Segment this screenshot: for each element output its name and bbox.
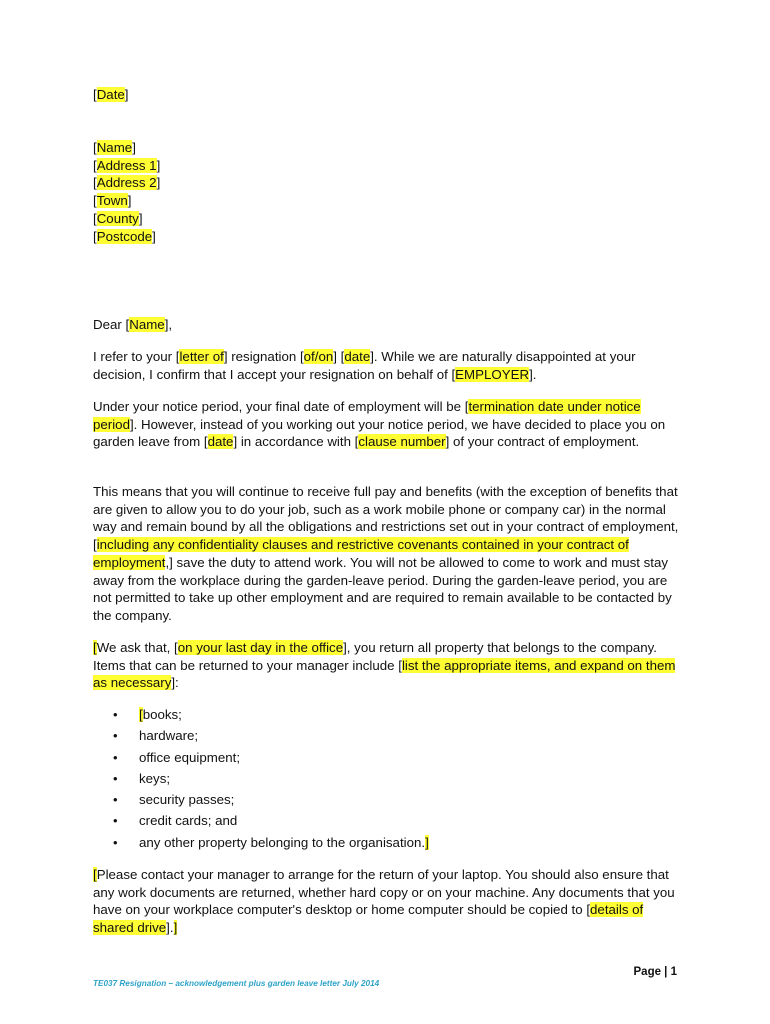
recipient-address: [Name] [Address 1] [Address 2] [Town] [County] [Postcode]	[93, 140, 161, 244]
list-item: • any other property belonging to the organisation.]	[93, 832, 429, 853]
address-county: County	[96, 210, 139, 226]
address-line-2: Address 2	[96, 175, 157, 191]
list-item: • credit cards; and	[93, 810, 429, 831]
date-line: [Date]	[93, 87, 129, 102]
property-list	[93, 704, 429, 853]
address-line-1: Address 1	[96, 157, 157, 173]
list-item: • keys;	[93, 768, 429, 789]
paragraph-resignation: I refer to your [letter of] resignation [of/on] [date]. While we are naturally disappointed at your decision, I confirm that I accept your resignation on behalf of [EMPLOYER].	[93, 349, 636, 382]
paragraph-garden-leave: This means that you will continue to receive full pay and benefits (with the exception of benefits that are given to allow you to do your job, such as a work mobile phone or company car) in the normal way and remain bound by all the obligations and restrictions set out in your contract of employment, [including any confidentiality clauses and restrictive covenants contained in your contract of employment,] save the duty to attend work. You will not be allowed to come to work and must stay away from the workplace during the garden-leave period. During the garden-leave period, you are not permitted to take up other employment and are required to remain available to be contacted by the company.	[93, 484, 679, 623]
footer-reference: TE037 Resignation – acknowledgement plus garden leave letter July 2014	[93, 979, 380, 988]
recipient-name: Name	[96, 140, 133, 155]
list-item: • office equipment;	[93, 747, 429, 768]
date-placeholder: Date	[96, 87, 125, 102]
list-item: • hardware;	[93, 725, 429, 746]
paragraph-return-property: [We ask that, [on your last day in the office], you return all property that belongs to the company. Items that can be returned to your manager include [list the appropriate items, and expand on them as necessary]:	[93, 640, 676, 691]
address-postcode: Postcode	[96, 228, 153, 244]
address-town: Town	[96, 193, 128, 209]
page-number: Page | 1	[633, 966, 677, 978]
salutation-name: Name	[129, 317, 165, 332]
list-item: • security passes;	[93, 789, 429, 810]
list-item: • [books;	[93, 704, 429, 725]
paragraph-laptop-return: [Please contact your manager to arrange for the return of your laptop. You should also ensure that any work documents are returned, whether hard copy or on your machine. Any documents that you have on your workplace computer's desktop or home computer should be copied to [details of shared drive].]	[93, 867, 675, 936]
paragraph-notice-period: Under your notice period, your final date of employment will be [termination date under notice period]. However, instead of you working out your notice period, we have decided to place you on garden leave from [date] in accordance with [clause number] of your contract of employment.	[93, 399, 666, 450]
salutation: Dear [Name],	[93, 317, 173, 332]
